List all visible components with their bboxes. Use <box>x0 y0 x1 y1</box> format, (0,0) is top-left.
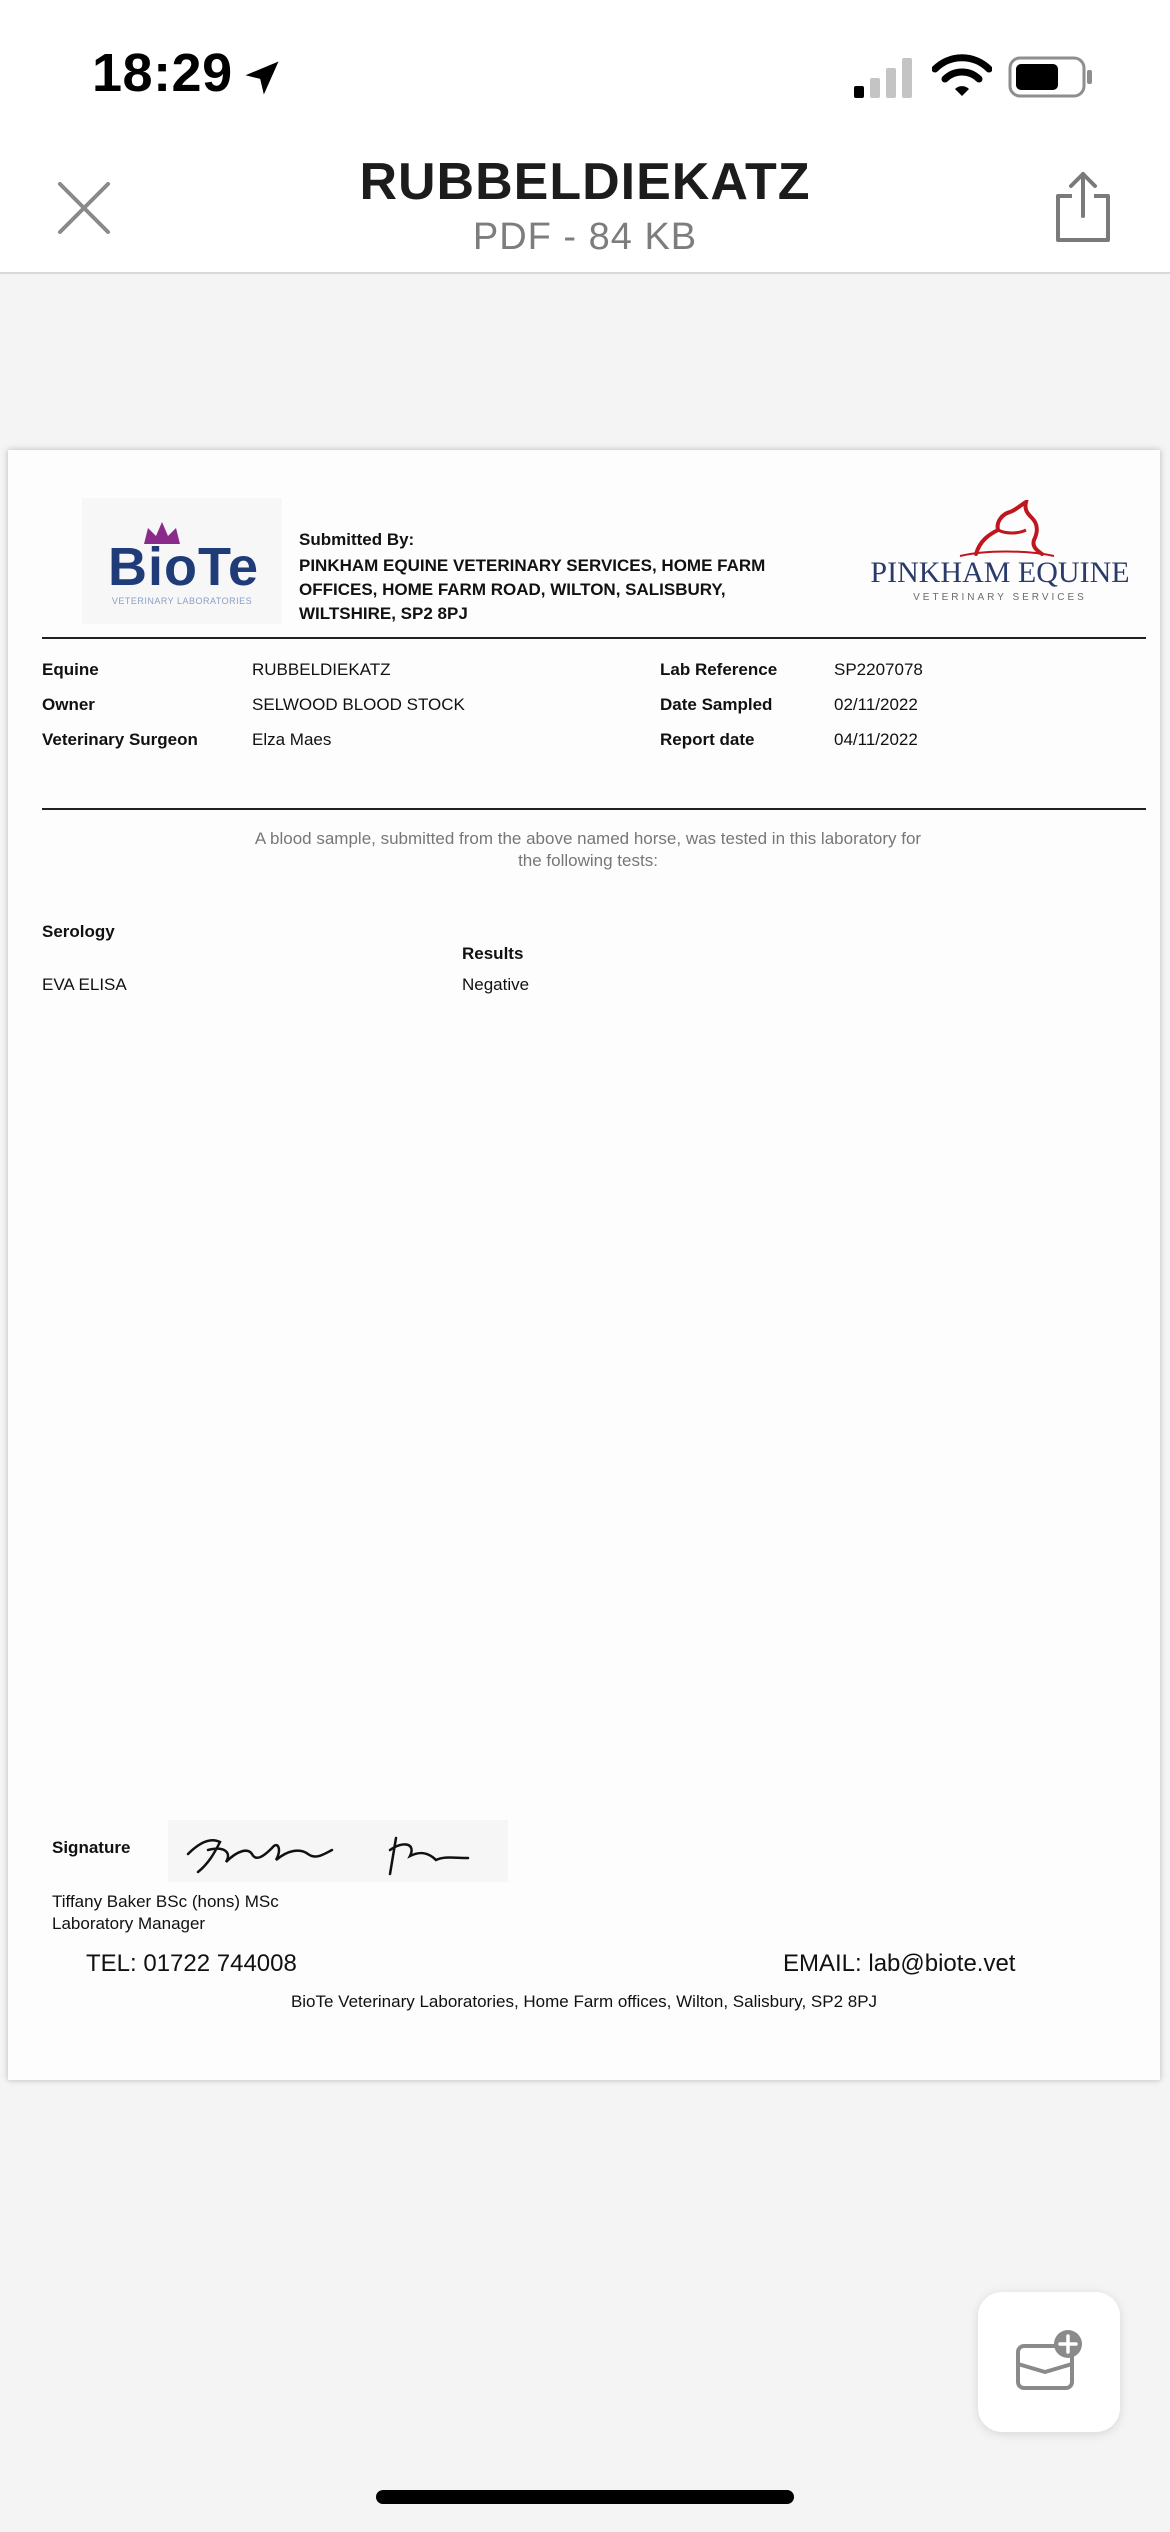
equine-label: Equine <box>42 660 99 679</box>
lab-reference-value: SP2207078 <box>834 660 923 679</box>
location-arrow-icon <box>240 56 284 100</box>
signatory-role: Laboratory Manager <box>52 1914 206 1933</box>
divider <box>42 637 1146 639</box>
signatory-name: Tiffany Baker BSc (hons) MSc <box>52 1892 279 1911</box>
share-icon[interactable] <box>1052 170 1114 244</box>
footer-address: BioTe Veterinary Laboratories, Home Farm offices, Wilton, Salisbury, SP2 8PJ <box>290 1992 878 2011</box>
report-date-label: Report date <box>660 730 755 749</box>
biote-logo <box>82 498 282 624</box>
results-heading: Results <box>462 944 524 963</box>
vet-surgeon-label: Veterinary Surgeon <box>42 730 198 749</box>
horse-rider-icon <box>946 500 1066 558</box>
email-text: EMAIL: lab@biote.vet <box>783 1950 1016 1977</box>
test-result: Negative <box>462 975 530 994</box>
intro-text <box>208 828 968 872</box>
submitted-by-line: PINKHAM EQUINE VETERINARY SERVICES, HOME FARM <box>299 556 766 575</box>
submitted-by-label: Submitted By: <box>299 530 415 549</box>
wifi-icon <box>932 54 992 98</box>
battery-icon <box>1008 56 1094 98</box>
owner-value: SELWOOD BLOOD STOCK <box>252 695 465 714</box>
add-to-mail-icon <box>1014 2328 1086 2396</box>
biote-tagline: VETERINARY LABORATORIES <box>111 596 253 606</box>
cellular-signal-icon <box>852 56 916 98</box>
date-sampled-label: Date Sampled <box>660 695 773 714</box>
intro-line: the following tests: <box>518 851 658 870</box>
report-date-value: 04/11/2022 <box>834 730 918 749</box>
serology-heading: Serology <box>42 922 115 941</box>
document-file-info: PDF - 84 KB <box>472 216 698 258</box>
signature-label: Signature <box>52 1838 131 1857</box>
submitted-by-address <box>299 554 809 626</box>
status-bar <box>0 0 1170 140</box>
test-name: EVA ELISA <box>42 975 127 994</box>
document-title: RUBBELDIEKATZ <box>359 153 811 211</box>
intro-line: A blood sample, submitted from the above named horse, was tested in this laboratory for <box>254 829 922 848</box>
pinkham-tagline: VETERINARY SERVICES <box>913 592 1087 603</box>
signature-image <box>168 1820 508 1882</box>
submitted-by-line: WILTSHIRE, SP2 8PJ <box>299 604 468 623</box>
date-sampled-value: 02/11/2022 <box>834 695 918 714</box>
vet-surgeon-value: Elza Maes <box>252 730 332 749</box>
home-indicator[interactable] <box>376 2490 794 2504</box>
owner-label: Owner <box>42 695 95 714</box>
equine-value: RUBBELDIEKATZ <box>252 660 391 679</box>
viewer-header <box>0 140 1170 274</box>
pdf-page[interactable] <box>8 450 1160 2080</box>
divider <box>42 808 1146 810</box>
telephone-text: TEL: 01722 744008 <box>86 1950 297 1977</box>
biote-wordmark: BioTe <box>108 537 259 597</box>
status-time: 18:29 <box>92 43 233 103</box>
lab-reference-label: Lab Reference <box>660 660 778 679</box>
add-to-mail-button[interactable] <box>978 2292 1120 2432</box>
pinkham-wordmark: PINKHAM EQUINE <box>870 556 1130 589</box>
pinkham-logo <box>870 500 1130 610</box>
submitted-by-line: OFFICES, HOME FARM ROAD, WILTON, SALISBURY, <box>299 580 726 599</box>
